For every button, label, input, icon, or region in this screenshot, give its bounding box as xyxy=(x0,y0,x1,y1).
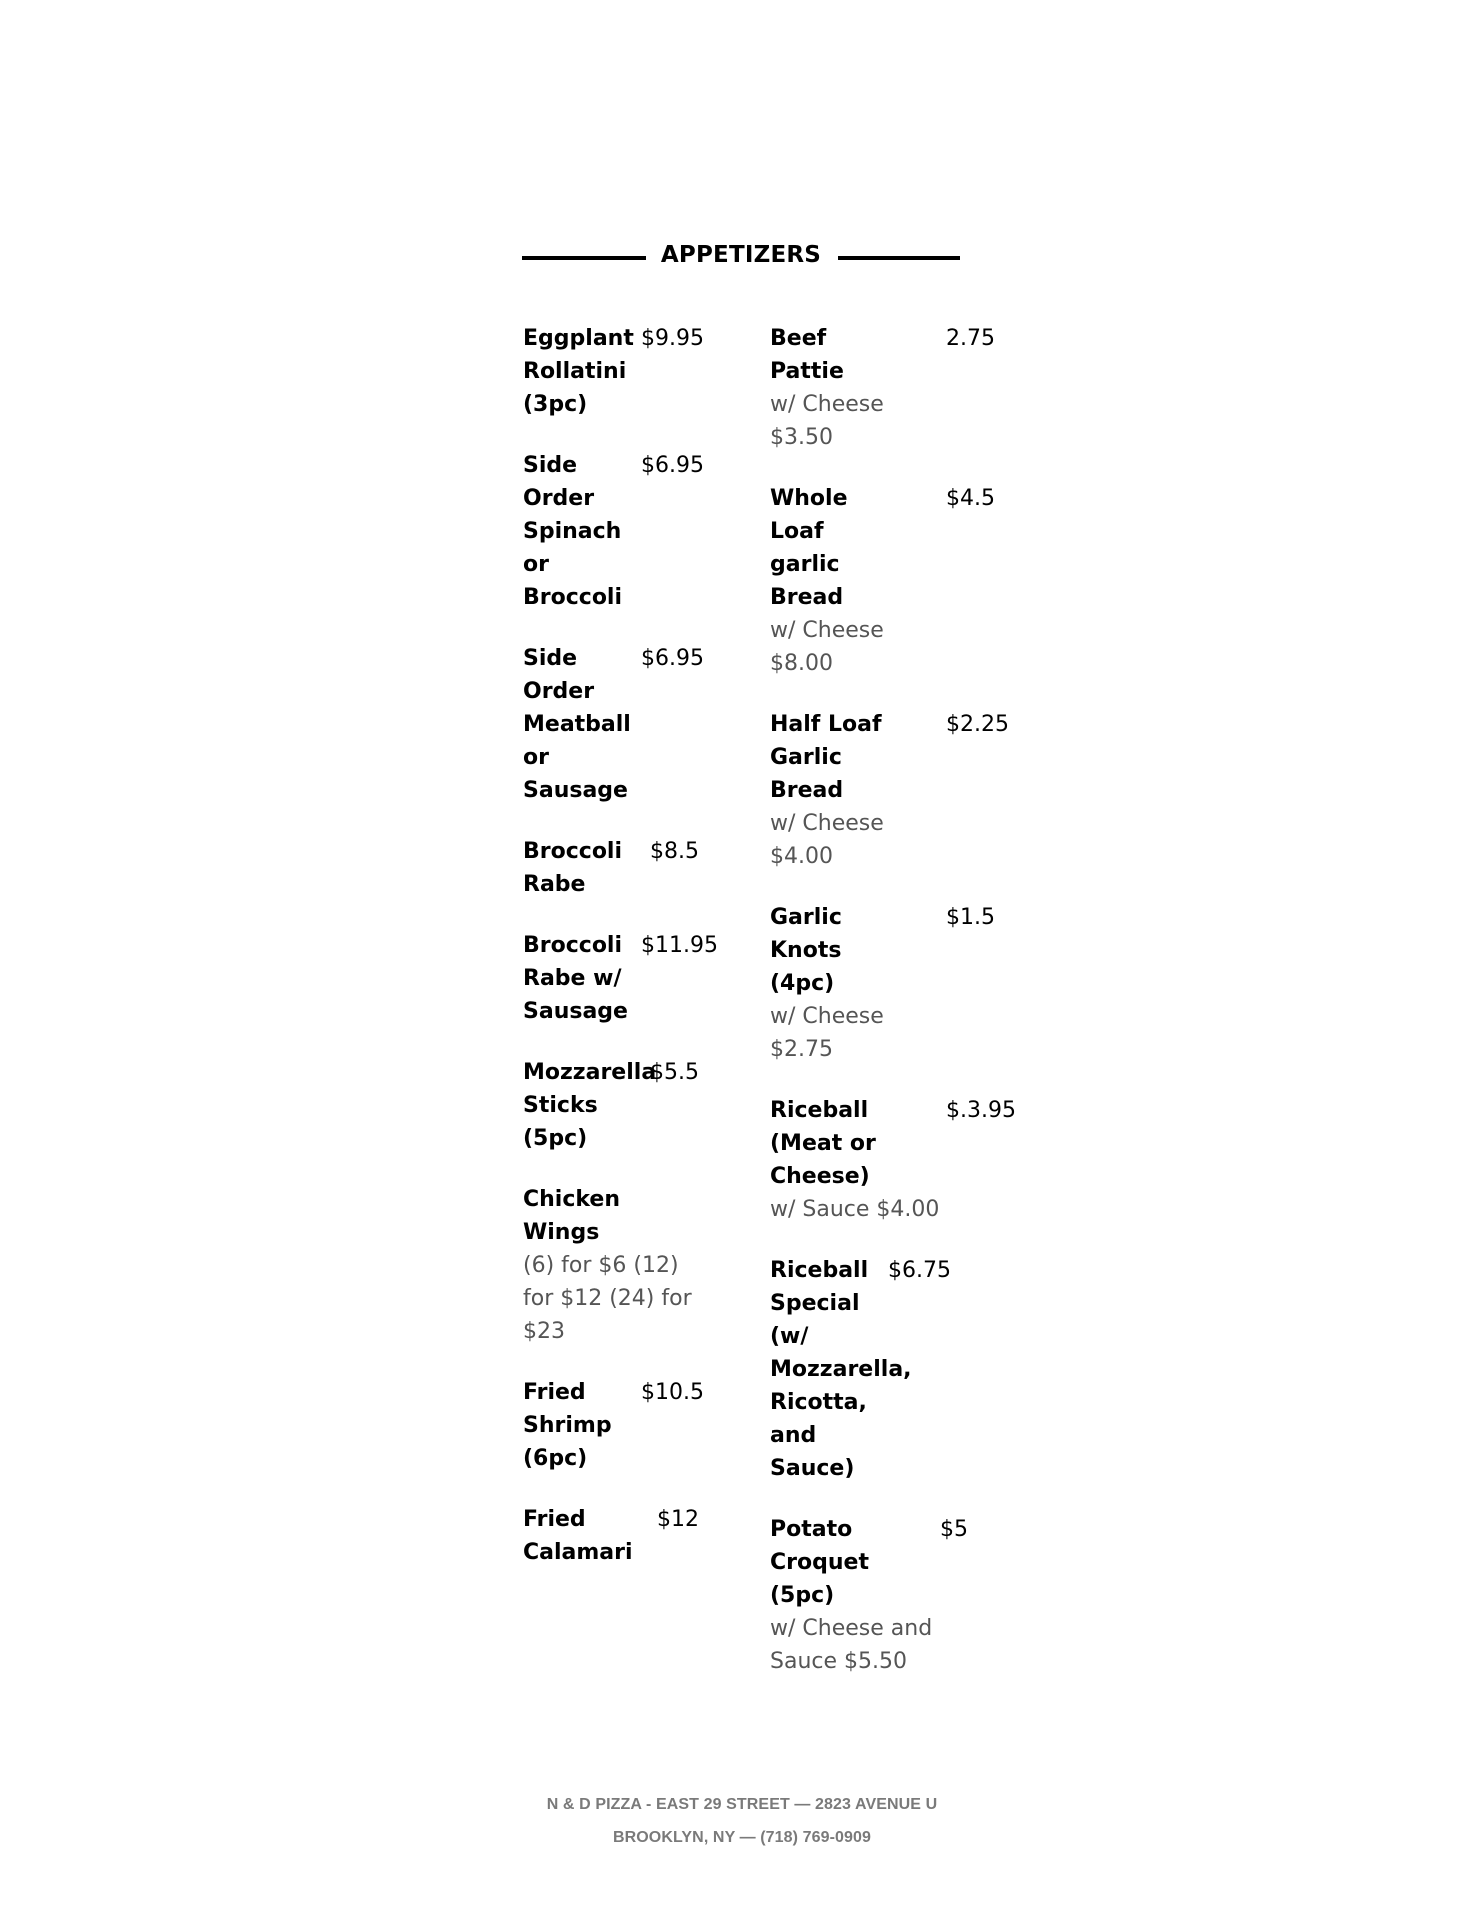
item-name: Chicken Wings xyxy=(523,1187,621,1245)
footer-city-phone: BROOKLYN, NY — (718) 769-0909 xyxy=(612,1829,872,1846)
item-name: Side Order Spinach or Broccoli xyxy=(523,453,623,610)
item-price: $2.25 xyxy=(946,712,1009,737)
item-price: $11.95 xyxy=(641,933,718,958)
menu-column-right xyxy=(770,322,1016,1706)
item-note: w/ Cheese $3.50 xyxy=(770,392,884,450)
item-price: $10.5 xyxy=(641,1380,704,1405)
item-name: Potato Croquet (5pc) xyxy=(770,1517,869,1608)
menu-item xyxy=(770,1094,1016,1226)
menu-item xyxy=(523,929,718,1028)
menu-item xyxy=(523,835,699,901)
item-note: w/ Sauce $4.00 xyxy=(770,1197,940,1222)
item-price: $8.5 xyxy=(650,839,699,864)
item-note: (6) for $6 (12) for $12 (24) for $23 xyxy=(523,1253,692,1344)
item-name: Broccoli Rabe w/ Sausage xyxy=(523,933,628,1024)
item-name: Riceball (Meat or Cheese) xyxy=(770,1098,876,1189)
header-rule-right xyxy=(838,256,960,260)
menu-item xyxy=(523,642,704,807)
item-name: Fried Calamari xyxy=(523,1507,633,1565)
menu-item xyxy=(523,1376,704,1475)
item-price: $6.95 xyxy=(641,646,704,671)
item-name: Broccoli Rabe xyxy=(523,839,623,897)
menu-item xyxy=(770,482,995,680)
menu-item xyxy=(770,901,995,1066)
item-price: $1.5 xyxy=(946,905,995,930)
item-name: Eggplant Rollatini (3pc) xyxy=(523,326,634,417)
menu-item xyxy=(770,1513,968,1678)
menu-item xyxy=(523,449,704,614)
item-price: 2.75 xyxy=(946,326,995,351)
item-name: Riceball Special (w/ Mozzarella, Ricotta, and Sauce) xyxy=(770,1258,912,1481)
item-price: $5 xyxy=(940,1517,968,1542)
item-name: Half Loaf Garlic Bread xyxy=(770,712,882,803)
menu-item xyxy=(770,322,995,454)
item-note: w/ Cheese and Sauce $5.50 xyxy=(770,1616,933,1674)
item-note: w/ Cheese $8.00 xyxy=(770,618,884,676)
menu-item xyxy=(523,1056,699,1155)
item-note: w/ Cheese $2.75 xyxy=(770,1004,884,1062)
menu-item xyxy=(523,322,704,421)
item-price: $4.5 xyxy=(946,486,995,511)
item-name: Side Order Meatball or Sausage xyxy=(523,646,631,803)
menu-item xyxy=(770,708,1009,873)
item-price: $5.5 xyxy=(650,1060,699,1085)
footer-address: N & D PIZZA - EAST 29 STREET — 2823 AVENUE U xyxy=(546,1796,938,1813)
item-price: $12 xyxy=(657,1507,699,1532)
menu-column-left xyxy=(523,322,718,1597)
item-name: Whole Loaf garlic Bread xyxy=(770,486,848,610)
menu-item xyxy=(523,1183,699,1348)
section-title: APPETIZERS xyxy=(660,242,822,268)
item-name: Garlic Knots (4pc) xyxy=(770,905,842,996)
menu-item xyxy=(523,1503,699,1569)
item-price: $6.75 xyxy=(888,1258,951,1283)
item-price: $9.95 xyxy=(641,326,704,351)
item-note: w/ Cheese $4.00 xyxy=(770,811,884,869)
section-header xyxy=(522,236,960,280)
item-name: Fried Shrimp (6pc) xyxy=(523,1380,612,1471)
item-name: Mozzarella Sticks (5pc) xyxy=(523,1060,657,1151)
item-price: $.3.95 xyxy=(946,1098,1016,1123)
menu-item xyxy=(770,1254,951,1485)
item-price: $6.95 xyxy=(641,453,704,478)
item-name: Beef Pattie xyxy=(770,326,844,384)
